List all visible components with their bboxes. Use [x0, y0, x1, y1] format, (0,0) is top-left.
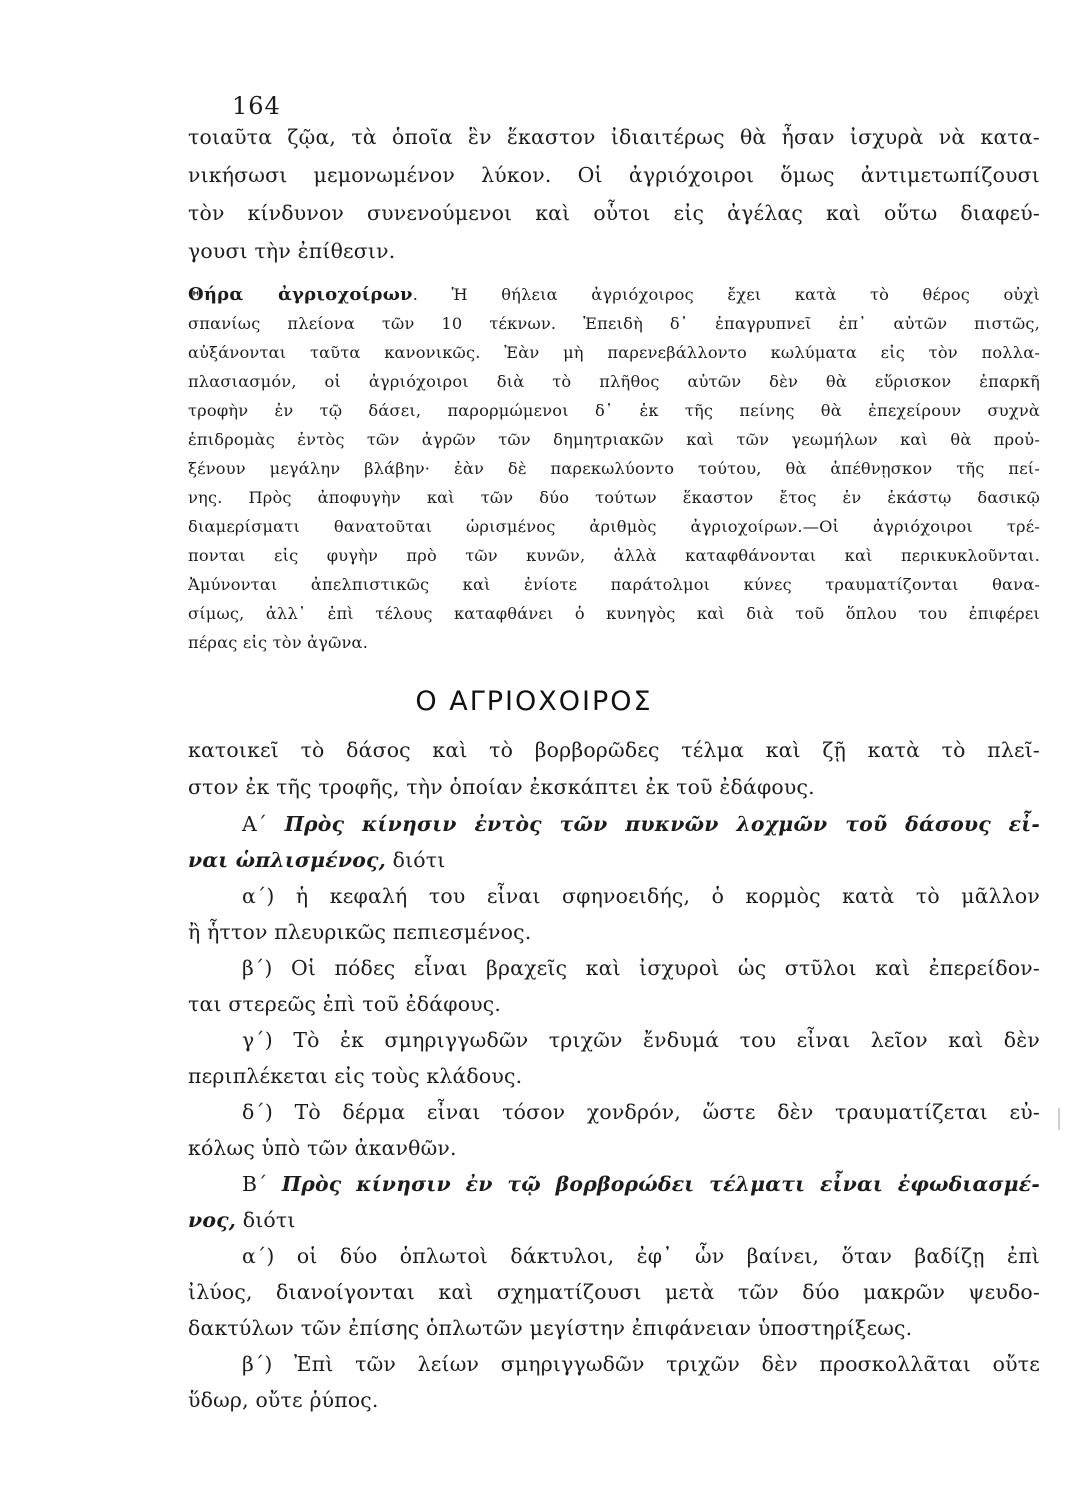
section-heading: Ο ΑΓΡΙΟΧΟΙΡΟΣ: [415, 686, 653, 717]
part-b-heading-end: νος,: [188, 1208, 237, 1232]
hunting-first-line: . Ἡ θήλεια ἀγριόχοιρος ἔχει κατὰ τὸ θέρος οὐχὶ: [412, 285, 1040, 304]
text-line: νης. Πρὸς ἀποφυγὴν καὶ τῶν δύο τούτων ἕκαστον ἔτος ἐν ἑκάστῳ δασικῷ: [188, 488, 1040, 507]
page-edge-mark: [1058, 1108, 1060, 1130]
text-line: πέρας εἰς τὸν ἀγῶνα.: [188, 633, 369, 652]
text-line: πονται εἰς φυγὴν πρὸ τῶν κυνῶν, ἀλλὰ καταφθάνονται καὶ περικυκλοῦνται.: [188, 546, 1040, 565]
list-item-line: α΄) ἡ κεφαλή του εἶναι σφηνοειδής, ὁ κορμὸς κατὰ τὸ μᾶλλον: [242, 884, 1040, 908]
list-item-line: β΄) Οἱ πόδες εἶναι βραχεῖς καὶ ἰσχυροὶ ὡς στῦλοι καὶ ἐπερείδον-: [242, 956, 1040, 980]
text-line: διαμερίσματι θανατοῦται ὡρισμένος ἀριθμὸς ἀγριοχοίρων.—Οἱ ἀγριόχοιροι τρέ-: [188, 517, 1040, 536]
part-a-heading-end: ναι ὡπλισμένος,: [188, 848, 386, 872]
text-line: ἐπιδρομὰς ἐντὸς τῶν ἀγρῶν τῶν δημητριακῶν καὶ τῶν γεωμήλων καὶ θὰ προὐ-: [188, 430, 1040, 449]
text-line: τοιαῦτα ζῷα, τὰ ὁποῖα ἓν ἕκαστον ἰδιαιτέρως θὰ ἦσαν ἰσχυρὰ νὰ κατα-: [188, 125, 1040, 149]
list-item-line: ὕδωρ, οὔτε ῥύπος.: [188, 1388, 379, 1412]
text-line: κατοικεῖ τὸ δάσος καὶ τὸ βορβορῶδες τέλμα καὶ ζῇ κατὰ τὸ πλεῖ-: [188, 738, 1040, 762]
list-item-line: δακτύλων τῶν ἐπίσης ὁπλωτῶν μεγίστην ἐπιφάνειαν ὑποστηρίξεως.: [188, 1316, 913, 1340]
part-b-heading-tail: διότι: [242, 1208, 296, 1232]
list-item-line: δ΄) Τὸ δέρμα εἶναι τόσον χονδρόν, ὥστε δὲν τραυματίζεται εὐ-: [242, 1100, 1040, 1124]
part-b-heading-line: [188, 1166, 1040, 1202]
part-a-heading-line: [188, 806, 1040, 842]
text-line: στον ἐκ τῆς τροφῆς, τὴν ὁποίαν ἐκσκάπτει ἐκ τοῦ ἐδάφους.: [188, 775, 815, 799]
text-line: [188, 280, 1040, 309]
hunting-paragraph: [188, 280, 1040, 657]
text-line: γουσι τὴν ἐπίθεσιν.: [188, 239, 396, 263]
part-a-heading-tail: διότι: [392, 848, 446, 872]
section-intro: [188, 732, 1040, 806]
intro-paragraph: [188, 118, 1040, 270]
list-item-line: κόλως ὑπὸ τῶν ἀκανθῶν.: [188, 1136, 457, 1160]
text-line: τὸν κίνδυνον συνενούμενοι καὶ οὗτοι εἰς ἀγέλας καὶ οὕτω διαφεύ-: [188, 201, 1040, 225]
text-line: Ἀμύνονται ἀπελπιστικῶς καὶ ἐνίοτε παράτολμοι κύνες τραυματίζονται θανα-: [188, 575, 1040, 594]
list-item-line: γ΄) Τὸ ἐκ σμηριγγωδῶν τριχῶν ἔνδυμά του εἶναι λεῖον καὶ δὲν: [242, 1028, 1040, 1052]
page-number: 164: [232, 92, 281, 120]
part-a-marker: Α΄: [242, 812, 268, 836]
list-item-line: ται στερεῶς ἐπὶ τοῦ ἐδάφους.: [188, 992, 502, 1016]
part-b-marker: Β΄: [242, 1172, 268, 1196]
text-line: σπανίως πλείονα τῶν 10 τέκνων. Ἐπειδὴ δ᾽ ἐπαγρυπνεῖ ἐπ᾽ αὐτῶν πιστῶς,: [188, 314, 1040, 333]
list-item-line: ἰλύος, διανοίγονται καὶ σχηματίζουσι μετὰ τῶν δύο μακρῶν ψευδο-: [188, 1280, 1040, 1304]
part-a: [188, 806, 1040, 1166]
text-line: αὐξάνονται ταῦτα κανονικῶς. Ἐὰν μὴ παρενεβάλλοντο κωλύματα εἰς τὸν πολλα-: [188, 343, 1040, 362]
hunting-title: Θήρα ἀγριοχοίρων: [188, 284, 413, 305]
part-a-heading-line: [188, 842, 1040, 878]
part-b-heading: Πρὸς κίνησιν ἐν τῷ βορβορώδει τέλματι εἶναι ἐφωδιασμέ-: [281, 1172, 1040, 1196]
text-line: πλασιασμόν, οἱ ἀγριόχοιροι διὰ τὸ πλῆθος αὐτῶν δὲν θὰ εὕρισκον ἐπαρκῆ: [188, 372, 1040, 391]
part-b: [188, 1166, 1040, 1418]
list-item-line: α΄) οἱ δύο ὁπλωτοὶ δάκτυλοι, ἐφ᾽ ὧν βαίνει, ὅταν βαδίζῃ ἐπὶ: [242, 1244, 1040, 1268]
text-line: ξένουν μεγάλην βλάβην· ἐὰν δὲ παρεκωλύοντο τούτου, θὰ ἀπέθνῃσκον τῆς πεί-: [188, 459, 1040, 478]
text-line: σίμως, ἀλλ᾽ ἐπὶ τέλους καταφθάνει ὁ κυνηγὸς καὶ διὰ τοῦ ὅπλου του ἐπιφέρει: [188, 604, 1040, 623]
list-item-line: περιπλέκεται εἰς τοὺς κλάδους.: [188, 1064, 523, 1088]
text-line: νικήσωσι μεμονωμένον λύκον. Οἱ ἀγριόχοιροι ὅμως ἀντιμετωπίζουσι: [188, 163, 1040, 187]
part-a-heading: Πρὸς κίνησιν ἐντὸς τῶν πυκνῶν λοχμῶν τοῦ δάσους εἶ-: [284, 812, 1040, 836]
part-b-heading-line: [188, 1202, 1040, 1238]
text-line: τροφὴν ἐν τῷ δάσει, παρορμώμενοι δ᾽ ἐκ τῆς πείνης θὰ ἐπεχείρουν συχνὰ: [188, 401, 1040, 420]
list-item-line: β΄) Ἐπὶ τῶν λείων σμηριγγωδῶν τριχῶν δὲν προσκολλᾶται οὔτε: [242, 1352, 1040, 1376]
list-item-line: ἢ ἧττον πλευρικῶς πεπιεσμένος.: [188, 920, 532, 944]
